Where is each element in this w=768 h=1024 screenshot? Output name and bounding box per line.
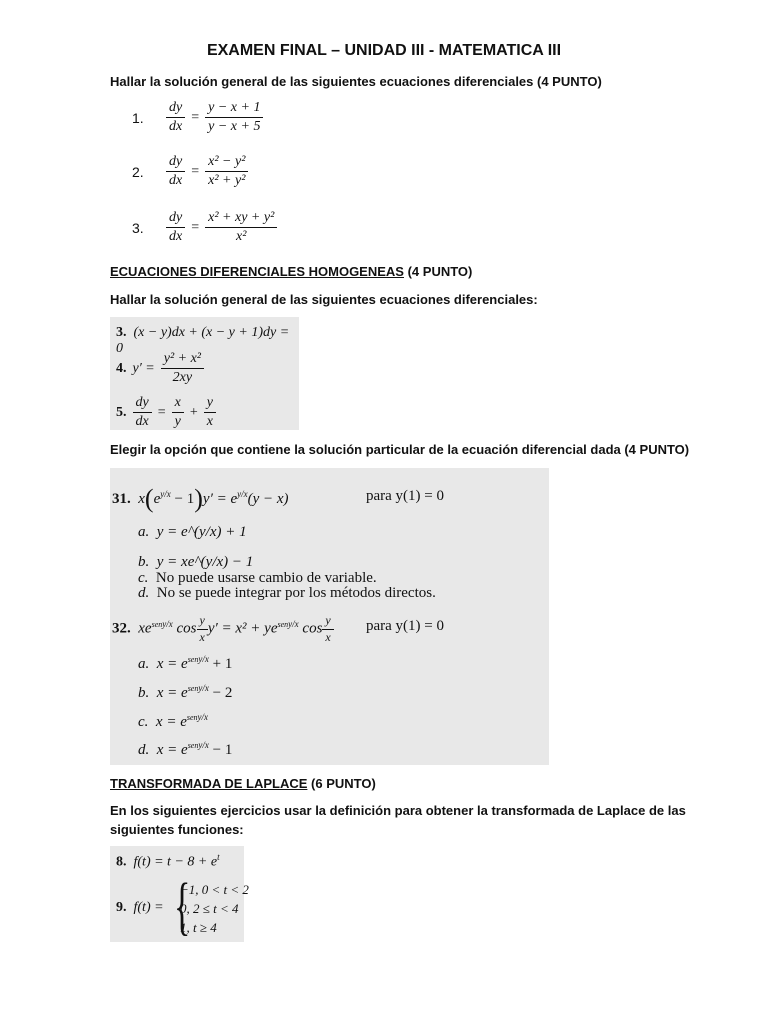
equation-2: 2. $\frac{dy}{dx}$ = $\frac{\text{x² − y²}}{\text{x² + y²}}$	[132, 154, 248, 189]
q32-option-a: a. $x = e^{seny/x} + 1$	[138, 654, 233, 672]
multiple-choice-box	[110, 468, 549, 765]
section2-instruction: Hallar la solución general de las siguientes ecuaciones diferenciales:	[110, 292, 538, 307]
equation-h3: 3. (x − y)dx + (x − y + 1)dy = 0	[116, 325, 290, 356]
equation-3: 3. $\frac{dy}{dx}$ = $\frac{\text{x² + xy + y²}}{\text{x²}}$	[132, 210, 277, 245]
equation-h5: 5. $\frac{dy}{dx}$ = $\frac{x}{y}$ + $\frac{y}{x}$	[116, 395, 216, 430]
question-32-condition: para y(1) = 0	[366, 618, 445, 634]
question-31: 31. $x(e^{y/x} - 1)y' = e^{y/x}(y - x)$	[112, 484, 289, 513]
equation-number: 3.	[132, 219, 144, 236]
homogeneous-equations-box	[110, 317, 299, 430]
section3-instruction: Elegir la opción que contiene la solución particular de la ecuación diferencial dada (4 PUNTO)	[110, 442, 690, 457]
section4-instruction-line1: En los siguientes ejercicios usar la definición para obtener la transformada de Laplace de las	[110, 803, 686, 818]
laplace-functions-box	[110, 846, 249, 943]
section4-instruction-line2: siguientes funciones:	[110, 822, 244, 837]
q31-option-c: c. No puede usarse cambio de variable.	[138, 570, 377, 586]
equation-1: 1. $\frac{dy}{dx}$ = $\frac{y - x + 1}{y - x + 5}$	[132, 100, 263, 135]
question-32: 32. $xe^{seny/x}$ cos $\frac{y}{x}$ $y' = x^2 + ye^{seny/x}$ cos $\frac{y}{x}$	[112, 614, 334, 645]
equation-8: 8. $f(t) = t - 8 + e^t$	[116, 852, 220, 870]
equation-h4: 4. y′ = $\frac{\text{y² + x²}}{2xy}$	[116, 351, 204, 386]
piecewise-brace: {	[174, 872, 191, 943]
q31-option-d: d. No se puede integrar por los métodos directos.	[138, 585, 436, 601]
section4-heading: TRANSFORMADA DE LAPLACE (6 PUNTO)	[110, 776, 376, 791]
piecewise-cases: −1, 0 < t < 2 0, 2 ≤ t < 4 1, t ≥ 4	[180, 882, 249, 935]
equation-number: 2.	[132, 163, 144, 180]
page-title: EXAMEN FINAL – UNIDAD III - MATEMATICA III	[206, 42, 562, 59]
equation-9-label: 9. f(t) =	[116, 900, 164, 915]
equation-number: 1.	[132, 109, 144, 126]
q31-option-b: b. y = xe^(y/x) − 1	[138, 554, 254, 570]
section2-heading: ECUACIONES DIFERENCIALES HOMOGENEAS (4 PUNTO)	[110, 264, 473, 279]
q31-option-a: a. y = e^(y/x) + 1	[138, 524, 247, 540]
q32-option-c: c. $x = e^{seny/x}$	[138, 712, 209, 730]
section1-instruction: Hallar la solución general de las siguientes ecuaciones diferenciales (4 PUNTO)	[110, 74, 602, 89]
q32-option-d: d. $x = e^{seny/x} - 1$	[138, 740, 233, 758]
question-31-condition: para y(1) = 0	[366, 488, 445, 504]
q32-option-b: b. $x = e^{seny/x} - 2$	[138, 683, 233, 701]
